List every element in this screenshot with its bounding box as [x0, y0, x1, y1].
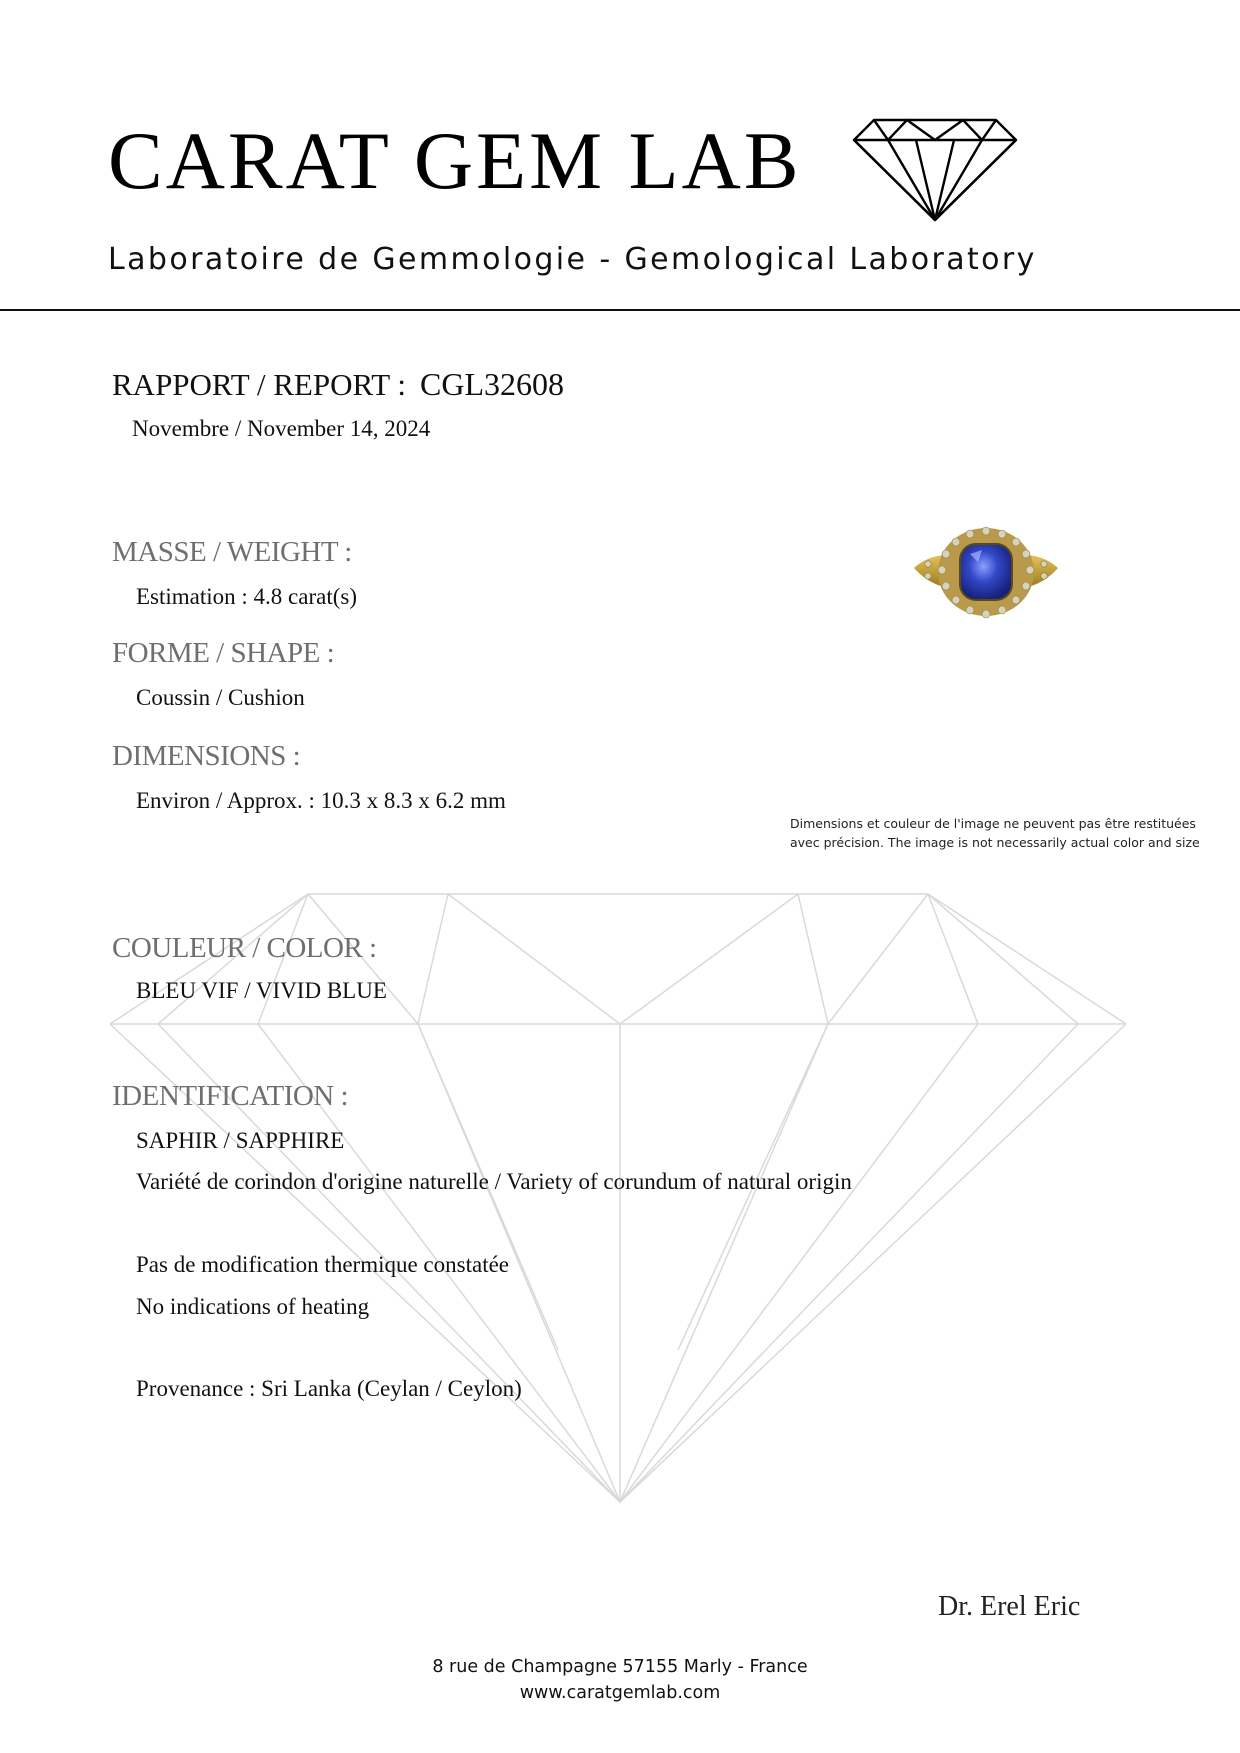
identification-variety: Variété de corindon d'origine naturelle / Variety of corundum of natural origin	[136, 1169, 852, 1194]
footer-address: 8 rue de Champagne 57155 Marly - France	[432, 1657, 808, 1677]
report-label: RAPPORT / REPORT :	[112, 367, 407, 402]
lab-tagline: Laboratoire de Gemmologie - Gemological Laboratory	[108, 242, 1037, 277]
report-date: Novembre / November 14, 2024	[132, 416, 431, 441]
identification-name: SAPHIR / SAPPHIRE	[136, 1128, 345, 1153]
disclaimer-line-1: Dimensions et couleur de l'image ne peuvent pas être restituées	[790, 816, 1196, 831]
report-number: CGL32608	[420, 366, 565, 402]
dimensions-value: Environ / Approx. : 10.3 x 8.3 x 6.2 mm	[136, 788, 506, 813]
shape-label: FORME / SHAPE :	[112, 637, 335, 669]
treatment-english: No indications of heating	[136, 1294, 370, 1319]
weight-value: Estimation : 4.8 carat(s)	[136, 584, 357, 609]
treatment-french: Pas de modification thermique constatée	[136, 1252, 509, 1277]
color-label: COULEUR / COLOR :	[112, 932, 377, 964]
provenance: Provenance : Sri Lanka (Ceylan / Ceylon)	[136, 1376, 522, 1401]
dimensions-label: DIMENSIONS :	[112, 740, 301, 772]
ring-photo	[912, 524, 1060, 624]
lab-name: CARAT GEM LAB	[108, 115, 802, 206]
identification-label: IDENTIFICATION :	[112, 1080, 349, 1112]
report-heading	[112, 366, 564, 403]
header-divider	[0, 309, 1240, 311]
disclaimer-line-2: avec précision. The image is not necessarily actual color and size	[790, 835, 1200, 850]
shape-value: Coussin / Cushion	[136, 685, 305, 710]
weight-label: MASSE / WEIGHT :	[112, 536, 352, 568]
color-value: BLEU VIF / VIVID BLUE	[136, 978, 387, 1003]
footer-website[interactable]: www.caratgemlab.com	[519, 1683, 721, 1703]
image-disclaimer	[790, 814, 1200, 852]
diamond-icon	[852, 118, 1018, 222]
signature-name: Dr. Erel Eric	[938, 1591, 1081, 1622]
